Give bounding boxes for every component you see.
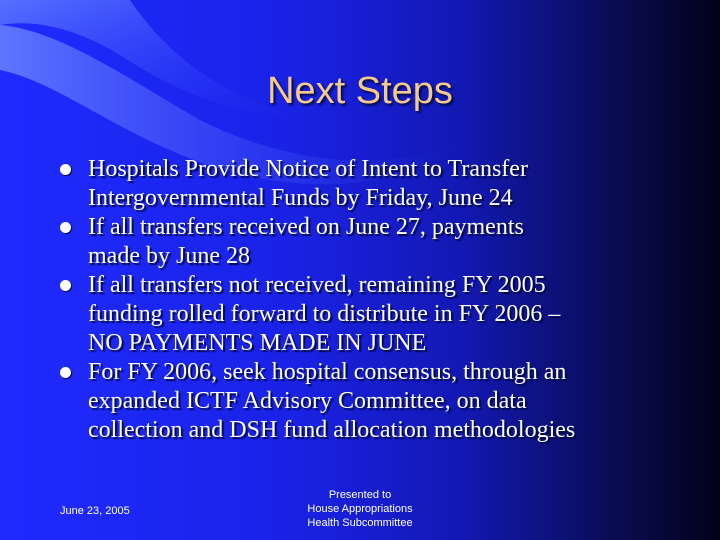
bullet-text-line: If all transfers received on June 27, payments: [88, 214, 524, 240]
bullet-text-line: collection and DSH fund allocation methodologies: [88, 417, 576, 443]
bullet-text-line: funding rolled forward to distribute in FY 2006 –: [88, 301, 561, 327]
slide-title: Next Steps: [267, 70, 453, 112]
bullet-item: [60, 213, 700, 271]
bullet-text-line: If all transfers not received, remaining FY 2005: [88, 272, 546, 298]
bullet-dot-icon: [60, 280, 71, 291]
footer-presenter-line: Health Subcommittee: [307, 517, 413, 529]
footer-presenter: [270, 488, 450, 530]
bullet-dot-icon: [60, 367, 71, 378]
footer-presenter-line: Presented to: [328, 489, 392, 501]
footer-date: June 23, 2005: [60, 505, 130, 517]
footer-presenter-line: House Appropriations: [307, 503, 413, 515]
bullet-text-line: For FY 2006, seek hospital consensus, through an: [88, 359, 567, 385]
bullet-item: [60, 155, 700, 213]
bullet-text-line: NO PAYMENTS MADE IN JUNE: [88, 330, 427, 356]
bullet-text-line: made by June 28: [88, 243, 250, 269]
bullet-text-line: Hospitals Provide Notice of Intent to Transfer: [88, 156, 528, 182]
bullet-dot-icon: [60, 222, 71, 233]
bullet-text-line: Intergovernmental Funds by Friday, June 24: [88, 185, 513, 211]
bullet-dot-icon: [60, 164, 71, 175]
bullet-item: [60, 358, 700, 445]
bullet-list: [60, 155, 700, 445]
bullet-text-line: expanded ICTF Advisory Committee, on data: [88, 388, 527, 414]
bullet-item: [60, 271, 700, 358]
